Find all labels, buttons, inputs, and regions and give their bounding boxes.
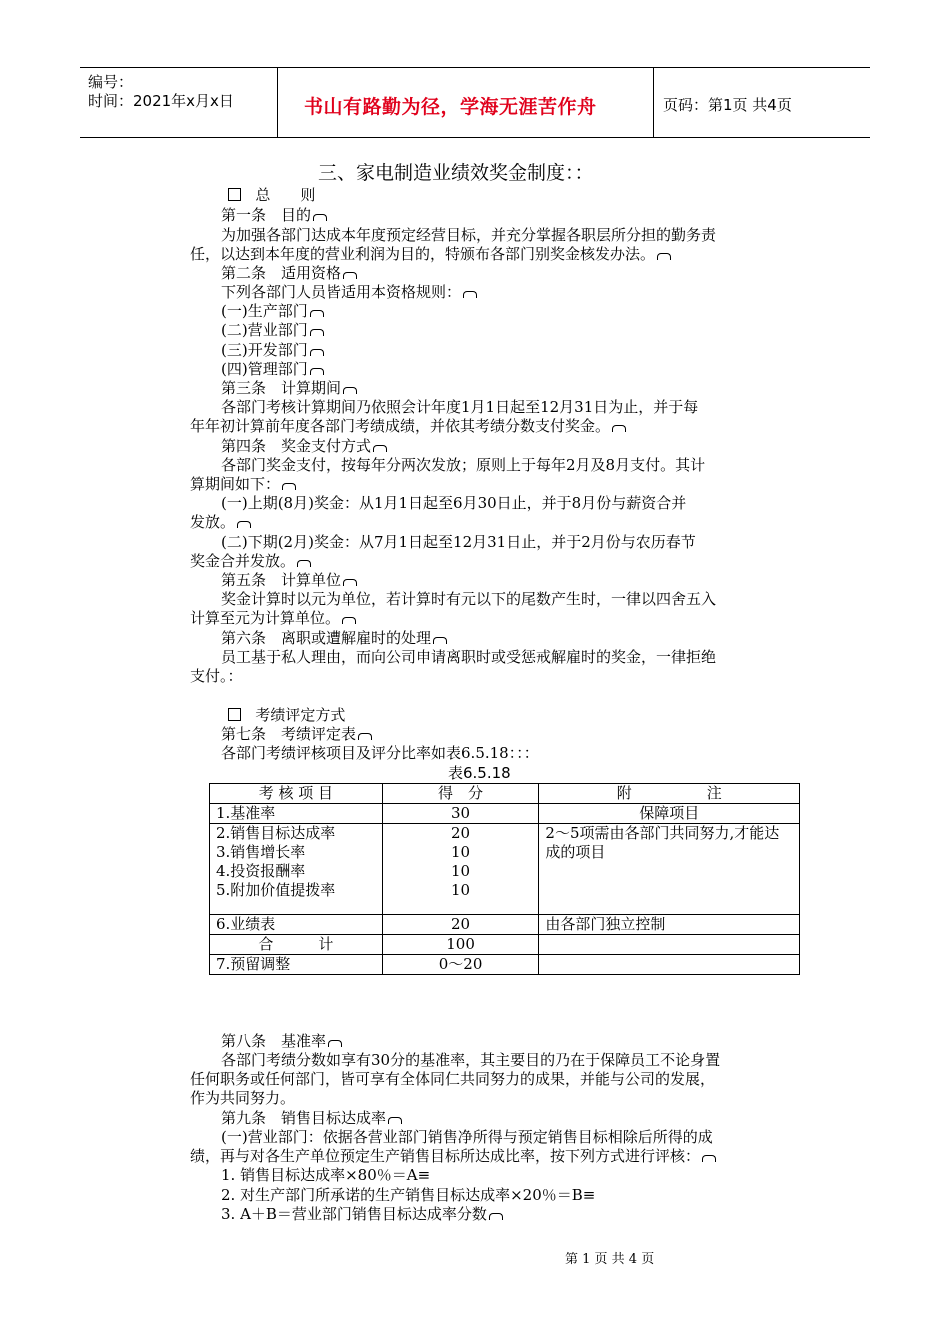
list-item: (二)营业部门 <box>221 321 324 340</box>
header-divider <box>653 68 654 137</box>
body-line: 各部门考绩分数如享有30分的基准率，其主要目的乃在于保障员工不论身置 <box>221 1051 721 1069</box>
body-line: 各部门奖金支付，按每年分两次发放；原则上于每年2月及8月支付。其计 <box>221 456 706 474</box>
table-cell-note <box>539 935 800 955</box>
paragraph-mark-icon <box>297 560 311 567</box>
paragraph-mark-icon <box>358 733 372 740</box>
paragraph-mark-icon <box>282 483 296 490</box>
table-header-cell: 考 核 项 目 <box>210 784 383 804</box>
article-heading: 第二条 适用资格 <box>221 264 357 283</box>
paragraph-mark-icon <box>237 521 251 528</box>
paragraph-mark-icon <box>343 272 357 279</box>
table-header-cell: 得 分 <box>382 784 539 804</box>
paragraph-mark-icon <box>343 579 357 586</box>
body-line: 为加强各部门达成本年度预定经营目标，并充分掌握各职层所分担的勤务责 <box>221 226 717 244</box>
table-cell-item: 7.预留调整 <box>210 955 383 975</box>
article-heading: 第一条 目的 <box>221 206 327 225</box>
header-date: 时间：2021年x月x日 <box>88 92 234 110</box>
list-item: 2. 对生产部门所承诺的生产销售目标达成率×20％＝B≡ <box>221 1186 596 1204</box>
paragraph-mark-icon <box>489 1213 503 1220</box>
table-cell-note: 2～5项需由各部门共同努力,才能达成的项目 <box>539 824 800 915</box>
table-cell-item: 6.业绩表 <box>210 915 383 935</box>
header-divider <box>277 68 278 137</box>
paragraph-mark-icon <box>313 214 327 221</box>
body-line: 下列各部门人员皆适用本资格规则： <box>221 283 477 302</box>
body-line: (一)营业部门：依据各营业部门销售净所得与预定销售目标相除后所得的成 <box>221 1128 713 1146</box>
table-cell-item: 2.销售目标达成率 3.销售增长率 4.投资报酬率 5.附加价值提拨率 <box>210 824 383 915</box>
body-line: 发放。 <box>190 513 251 532</box>
table-row <box>210 935 800 955</box>
table-cell-score: 0～20 <box>382 955 539 975</box>
paragraph-mark-icon <box>702 1155 716 1162</box>
list-item: (一)生产部门 <box>221 302 324 321</box>
article-heading: 第四条 奖金支付方式 <box>221 437 387 456</box>
body-line: 年年初计算前年度各部门考绩成绩，并依其考绩分数支付奖金。 <box>190 417 626 436</box>
paragraph-mark-icon <box>310 349 324 356</box>
article-heading: 第三条 计算期间 <box>221 379 357 398</box>
article-heading: 第六条 离职或遭解雇时的处理 <box>221 629 447 648</box>
section-general-label: 总 则 <box>255 186 316 204</box>
table-cell-score: 30 <box>382 804 539 824</box>
paragraph-mark-icon <box>433 637 447 644</box>
body-line: 任，以达到本年度的营业利润为目的，特颁布各部门别奖金核发办法。 <box>190 245 671 264</box>
section-evaluation-label: 考绩评定方式 <box>255 706 346 724</box>
table-header-cell: 附 注 <box>539 784 800 804</box>
article-heading: 第五条 计算单位 <box>221 571 357 590</box>
table-header-row <box>210 784 800 804</box>
body-line: 各部门考核计算期间乃依照会计年度1月1日起至12月31日为止，并于每 <box>221 398 699 416</box>
table-cell-note <box>539 955 800 975</box>
checkbox-square-icon <box>228 708 241 721</box>
body-line: 作为共同努力。 <box>190 1089 296 1107</box>
evaluation-table <box>209 783 800 975</box>
body-line: 各部门考绩评核项目及评分比率如表6.5.18：：： <box>221 744 539 762</box>
body-line: 奖金合并发放。 <box>190 552 311 571</box>
checkbox-square-icon <box>228 188 241 201</box>
table-cell-item: 合 计 <box>210 935 383 955</box>
table-cell-score: 100 <box>382 935 539 955</box>
table-cell-score: 20 10 10 10 <box>382 824 539 915</box>
table-cell-item: 1.基准率 <box>210 804 383 824</box>
body-line: 算期间如下： <box>190 475 296 494</box>
table-caption: 表6.5.18 <box>448 764 511 782</box>
paragraph-mark-icon <box>463 291 477 298</box>
paragraph-mark-icon <box>342 617 356 624</box>
header-motto: 书山有路勤为径，学海无涯苦作舟 <box>304 96 597 118</box>
list-item: (四)管理部门 <box>221 360 324 379</box>
body-line: 员工基于私人理由，而向公司申请离职时或受惩戒解雇时的奖金，一律拒绝 <box>221 648 717 666</box>
list-item: (三)开发部门 <box>221 341 324 360</box>
paragraph-mark-icon <box>657 253 671 260</box>
header-number: 编号： <box>88 73 134 91</box>
section-heading-evaluation <box>228 706 345 725</box>
body-line: 计算至元为计算单位。 <box>190 609 356 628</box>
list-item: 1. 销售目标达成率×80％＝A≡ <box>221 1166 431 1184</box>
list-item: 3. A＋B＝营业部门销售目标达成率分数 <box>221 1205 503 1224</box>
paragraph-mark-icon <box>328 1040 342 1047</box>
section-heading-general <box>228 186 315 205</box>
article-heading: 第八条 基准率 <box>221 1032 342 1051</box>
table-cell-note: 由各部门独立控制 <box>539 915 800 935</box>
table-row <box>210 824 800 915</box>
document-title: 三、家电制造业绩效奖金制度：： <box>318 162 594 184</box>
body-line: (一)上期(8月)奖金：从1月1日起至6月30日止，并于8月份与薪资合并 <box>221 494 687 512</box>
paragraph-mark-icon <box>612 425 626 432</box>
body-line: 奖金计算时以元为单位，若计算时有元以下的尾数产生时，一律以四舍五入 <box>221 590 717 608</box>
paragraph-mark-icon <box>310 310 324 317</box>
paragraph-mark-icon <box>310 368 324 375</box>
body-line: 绩，再与对各生产单位预定生产销售目标所达成比率，按下列方式进行评核： <box>190 1147 716 1166</box>
article-heading: 第九条 销售目标达成率 <box>221 1109 402 1128</box>
table-cell-score: 20 <box>382 915 539 935</box>
paragraph-mark-icon <box>373 445 387 452</box>
body-line: 任何职务或任何部门，皆可享有全体同仁共同努力的成果，并能与公司的发展， <box>190 1070 716 1088</box>
table-row <box>210 955 800 975</box>
table-cell-note: 保障项目 <box>539 804 800 824</box>
paragraph-mark-icon <box>343 387 357 394</box>
body-line: 支付。： <box>190 667 243 685</box>
page-footer: 第 1 页 共 4 页 <box>565 1252 655 1267</box>
paragraph-mark-icon <box>388 1117 402 1124</box>
article-heading: 第七条 考绩评定表 <box>221 725 372 744</box>
table-row <box>210 804 800 824</box>
table-row <box>210 915 800 935</box>
body-line: (二)下期(2月)奖金：从7月1日起至12月31日止，并于2月份与农历春节 <box>221 533 696 551</box>
paragraph-mark-icon <box>310 329 324 336</box>
header-page-info: 页码：第1页 共4页 <box>663 96 792 114</box>
